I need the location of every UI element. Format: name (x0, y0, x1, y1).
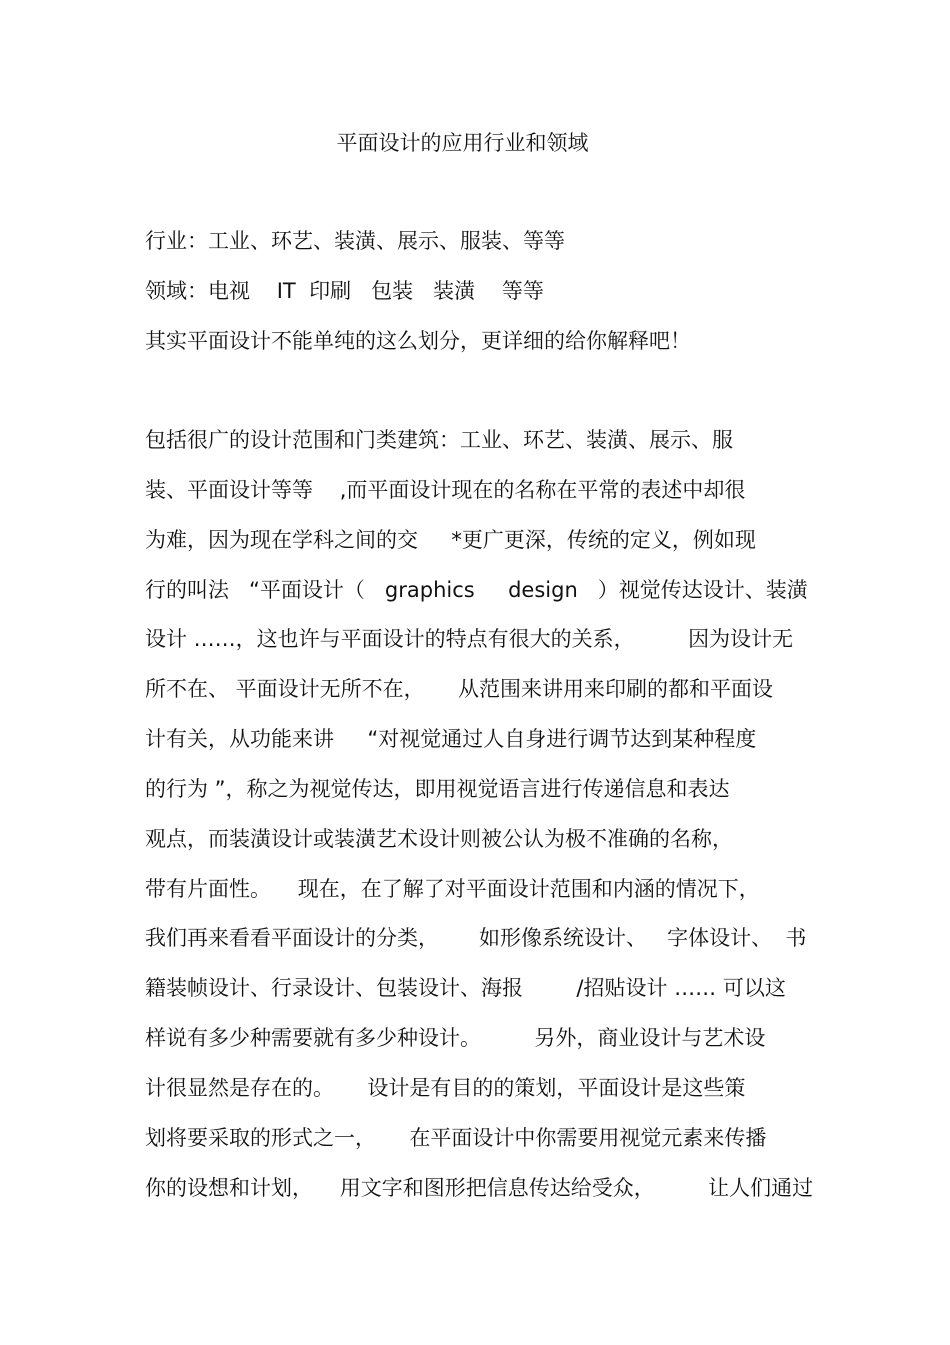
body-line: 的行为 ”，称之为视觉传达，即用视觉语言进行传递信息和表达 (145, 777, 730, 801)
body-line: 籍装帧设计、行录设计、包装设计、海报 /招贴设计 …… 可以这 (145, 976, 786, 1000)
document-title: 平面设计的应用行业和领域 (336, 131, 589, 155)
body-line: 所不在、 平面设计无所不在， 从范围来讲用来印刷的都和平面设 (145, 677, 774, 701)
body-line: 我们再来看看平面设计的分类， 如形像系统设计、 字体设计、 书 (145, 926, 807, 950)
body-line: 装、平面设计等等 ,而平面设计现在的名称在平常的表述中却很 (145, 478, 746, 502)
body-line: 划将要采取的形式之一， 在平面设计中你需要用视觉元素来传播 (145, 1126, 767, 1150)
intro-line-industry: 行业：工业、环艺、装潢、展示、服装、等等 (145, 229, 565, 253)
body-line: 设计 ……，这也许与平面设计的特点有很大的关系， 因为设计无 (145, 627, 794, 651)
body-line: 你的设想和计划， 用文字和图形把信息传达给受众， 让人们通过 (145, 1176, 814, 1200)
intro-line-explain: 其实平面设计不能单纯的这么划分，更详细的给你解释吧！ (145, 329, 691, 353)
body-line: 观点，而装潢设计或装潢艺术设计则被公认为极不准确的名称， (145, 827, 733, 851)
body-line: 样说有多少种需要就有多少种设计。 另外，商业设计与艺术设 (145, 1026, 766, 1050)
body-line: 带有片面性。 现在，在了解了对平面设计范围和内涵的情况下， (145, 877, 760, 901)
body-line: 计有关，从功能来讲 “对视觉通过人自身进行调节达到某种程度 (145, 727, 757, 751)
body-line: 计很显然是存在的。 设计是有目的的策划，平面设计是这些策 (145, 1076, 746, 1100)
body-line: 为难，因为现在学科之间的交 *更广更深，传统的定义，例如现 (145, 528, 756, 552)
intro-line-fields: 领域：电视 IT 印刷 包装 装潢 等等 (145, 279, 544, 303)
body-line: 行的叫法 “平面设计（ graphics design ）视觉传达设计、装潢 (145, 578, 808, 602)
body-line: 包括很广的设计范围和门类建筑：工业、环艺、装潢、展示、服 (145, 428, 733, 452)
